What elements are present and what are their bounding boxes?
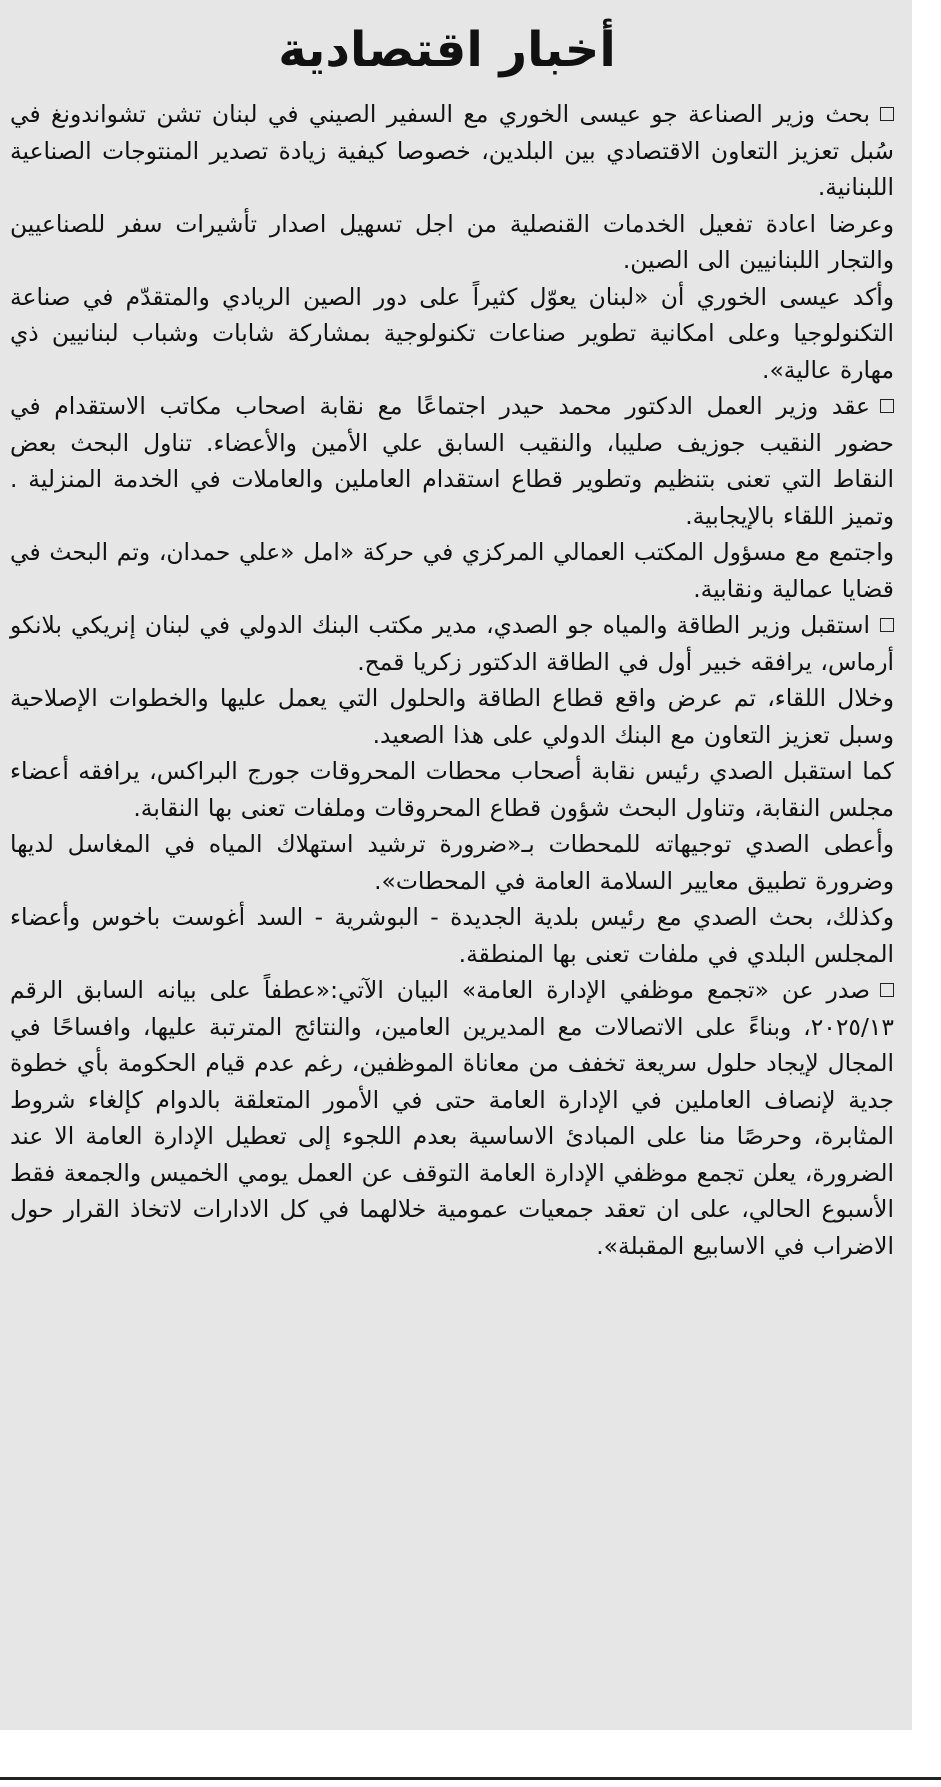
news-paragraph: بحث وزير الصناعة جو عيسى الخوري مع السفير الصيني في لبنان تشن تشواندونغ في سُبل تعزيز التعاون الاقتصادي بين البلدين، خصوصا كيفية زيادة تصدير المنتوجات الصناعية اللبنانية. [10,100,894,201]
news-paragraph: عقد وزير العمل الدكتور محمد حيدر اجتماعًا مع نقابة اصحاب مكاتب الاستقدام في حضور النقيب جوزيف صليبا، والنقيب السابق علي الأمين والأعضاء. تناول البحث بعض النقاط التي تعنى بتنظيم وتطوير قطاع استقدام العاملين والعاملات في الخدمة المنزلية . وتميز اللقاء بالإيجابية. [10,392,894,530]
square-bullet-icon [880,399,894,413]
bottom-divider [0,1777,941,1780]
square-bullet-icon [880,618,894,632]
news-paragraph: وعرضا اعادة تفعيل الخدمات القنصلية من اجل تسهيل اصدار تأشيرات سفر للصناعيين والتجار اللبنانيين الى الصين. [10,209,894,274]
news-paragraph: واجتمع مع مسؤول المكتب العمالي المركزي في حركة «امل «علي حمدان، وتم البحث في قضايا عمالية ونقابية. [10,538,894,603]
news-paragraph: وأعطى الصدي توجيهاته للمحطات بـ«ضرورة ترشيد استهلاك المياه في المغاسل لديها وضرورة تطبيق معايير السلامة العامة في المحطات». [10,830,894,895]
news-paragraph: كما استقبل الصدي رئيس نقابة أصحاب محطات المحروقات جورج البراكس، يرافقه أعضاء مجلس النقابة، وتناول البحث شؤون قطاع المحروقات وملفات تعنى بها النقابة. [10,757,894,822]
news-paragraph: وخلال اللقاء، تم عرض واقع قطاع الطاقة والحلول التي يعمل عليها والخطوات الإصلاحية وسبل تعزيز التعاون مع البنك الدولي على هذا الصعيد. [10,684,894,749]
square-bullet-icon [880,107,894,121]
news-paragraph: وكذلك، بحث الصدي مع رئيس بلدية الجديدة - البوشرية - السد أغوست باخوس وأعضاء المجلس البلدي في ملفات تعنى بها المنطقة. [10,903,894,968]
square-bullet-icon [880,983,894,997]
section-title: أخبار اقتصادية [278,22,616,78]
news-paragraph: صدر عن «تجمع موظفي الإدارة العامة» البيان الآتي:«عطفاً على بيانه السابق الرقم ٢٠٢٥/١٣، وبناءً على الاتصالات مع المديرين العامين، والنتائج المترتبة عليها، وافساحًا في المجال لإيجاد حلول سريعة تخفف من معاناة الموظفين، رغم عدم قيام الحكومة بأي خطوة جدية لإنصاف العاملين في الإدارة العامة حتى في الأمور المتعلقة بالدوام كإلغاء شروط المثابرة، وحرصًا منا على المبادئ الاساسية بعدم اللجوء إلى تعطيل الإدارة العامة الا عند الضرورة، يعلن تجمع موظفي الإدارة العامة التوقف عن العمل يومي الخميس والجمعة فقط الأسبوع الحالي، على ان تعقد جمعيات عمومية خلالهما في كل الادارات لاتخاذ القرار حول الاضراب في الاسابيع المقبلة». [10,976,894,1260]
news-paragraph: استقبل وزير الطاقة والمياه جو الصدي، مدير مكتب البنك الدولي في لبنان إنريكي بلانكو أرماس، يرافقه خبير أول في الطاقة الدكتور زكريا قمح. [10,611,894,676]
news-paragraph: وأكد عيسى الخوري أن «لبنان يعوّل كثيراً على دور الصين الريادي والمتقدّم في صناعة التكنولوجيا وعلى امكانية تطوير صناعات تكنولوجية بمشاركة شابات وشباب لبنانيين ذي مهارة عالية». [10,282,894,384]
